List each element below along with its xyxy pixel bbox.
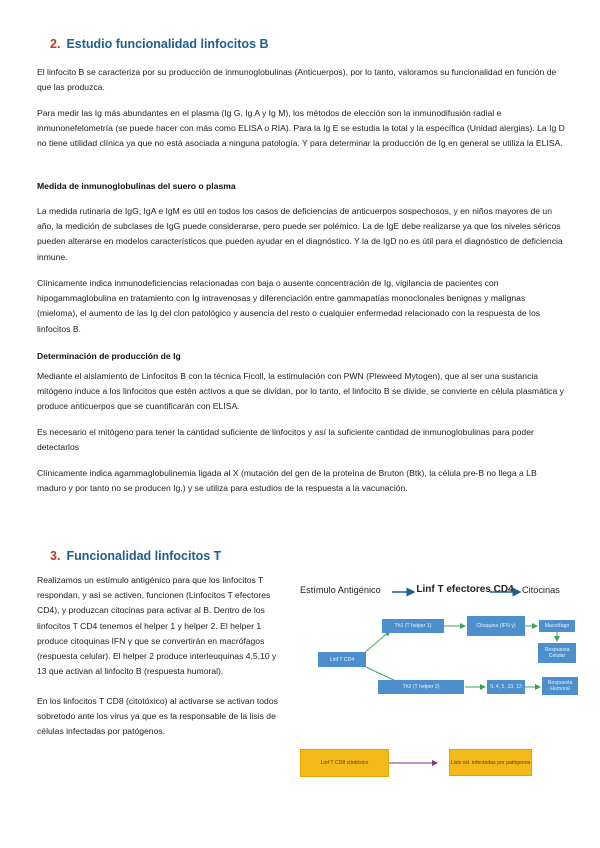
paragraph: Mediante el aislamiento de Linfocitos B con la técnica Ficoll, la estimulación con PWN (Pleweed Mytogen), que al ser una sustancia mitógeno induce a los linfocitos que estén activos a que se dividan, por lo tanto, el linfocito B se divide, se convierte en célula plasmática y produce anticuerpos que se cuantificarán con ELISA. xyxy=(37,371,564,412)
paragraph: Realizamos un estímulo antigénico para que los linfocitos T respondan, y así se activen, funcionen (Linfocitos T efectores CD4), y produzcan citocinas para activar al B. Dentro de los linfocitos T CD4 tenemos el helper 1 y helper 2. El helper 1 produce citoquinas IFN γ que se convertirán en macrófagos (respuesta celular). El helper 2 produce interleuquinas 4,5,10 y 13 que activan al linfocito B (respuesta humoral). xyxy=(37,575,277,677)
node-ifn: Citoquina (IFN γ) xyxy=(467,616,525,636)
subheading-ig-production: Determinación de producción de Ig xyxy=(37,351,181,361)
paragraph: Es necesario el mitógeno para tener la cantidad suficiente de linfocitos y así la suficiente cantidad de inmunoglobulinas para poder detectarlos xyxy=(37,427,534,453)
node-th1: Th1 (T helper 1) xyxy=(382,619,444,633)
node-cd4: Linf T CD4 xyxy=(318,652,366,667)
paragraph: Para medir las Ig más abundantes en el plasma (Ig G, Ig A y Ig M), los métodos de elección son la inmunodifusión radial e inmunonefelometría (se puede hacer con más como ELISA o RIA). Para la Ig E se estudia la total y la específica (Unidad alergias). La Ig D no tiene utilidad clínica ya que no está asociada a ninguna patología. Y para determinar la producción de Ig en general se utiliza la ELISA. xyxy=(37,108,565,149)
node-interleukins: IL 4, 5, 10, 13 xyxy=(487,680,525,694)
diagram-header-stimulus: Estímulo Antigénico xyxy=(300,585,381,595)
diagram-header-cytokines: Citocinas xyxy=(522,585,560,595)
section-2-number: 2. xyxy=(50,37,61,51)
paragraph: La medida rutinaria de IgG, IgA e IgM es útil en todos los casos de deficiencias de anticuerpos sospechosos, y en niños mayores de un año, la medición de subclases de IgG puede considerarse, pero puede ser polémico. La de IgE debe realizarse ya que los niveles séricos pueden alterarse en modelos característicos que pueden ayudar en el diagnóstico. Y la de IgD no es útil para el diagnóstico de deficiencia inmune. xyxy=(37,206,563,262)
node-cellular-response: Respuesta Celular xyxy=(538,643,576,663)
subheading-serum-ig: Medida de inmunoglobulinas del suero o plasma xyxy=(37,181,236,191)
paragraph: En los linfocitos T CD8 (citotóxico) al activarse se activan todos sobretodo ante los virus ya que es la responsable de la lisis de células infectadas por patógenos. xyxy=(37,696,278,737)
node-macrophage: Macrófago xyxy=(539,620,575,632)
arrow-cd4-th1 xyxy=(362,631,390,655)
paragraph: El linfocito B se caracteriza por su producción de inmunoglobulinas (Anticuerpos), por lo tanto, valoramos su funcionalidad en función de que las produzca. xyxy=(37,67,557,93)
node-th2: Th2 (T helper 2) xyxy=(378,680,464,694)
node-cd8: Linf T CD8 citotóxico xyxy=(300,749,389,777)
paragraph: Clínicamente indica inmunodeficiencias relacionadas con baja o ausente concentración de Ig, vigilancia de pacientes con hipogammaglobulina en tratamiento con Ig intravenosas y diferenciación entre gammapatías monoclonales benignas y malignas (mieloma), el aumento de las Ig del clon patológico y ausencia del resto o cualquier enfermedad relacionado con la respuesta de los linfocitos B. xyxy=(37,278,541,334)
paragraph: Clínicamente indica agammaglobulinemia ligada al X (mutación del gen de la proteína de Bruton (Btk), la célula pre-B no llega a LB maduro y por tanto no se producen Ig.) y se utiliza para estudios de la respuesta a la vacunación. xyxy=(37,468,537,494)
diagram-header-effectors: Linf T efectores CD4 xyxy=(416,584,514,595)
node-lysis: Lisis cél. infectadas por patógenos xyxy=(449,749,532,776)
section-3-number: 3. xyxy=(50,549,61,563)
section-2-title: Estudio funcionalidad linfocitos B xyxy=(66,37,269,51)
section-3-title: Funcionalidad linfocitos T xyxy=(66,549,222,563)
node-humoral-response: Respuesta Humoral xyxy=(542,677,578,695)
